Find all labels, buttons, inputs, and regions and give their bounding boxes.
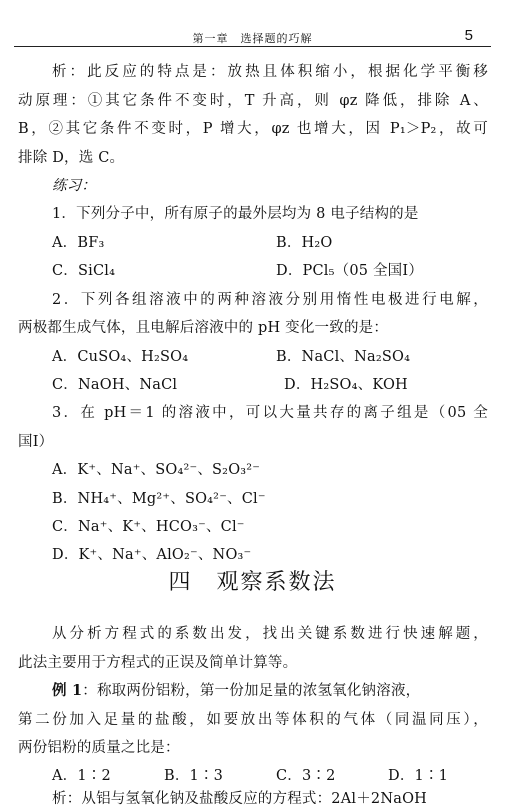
option-c: C．NaOH、NaCl [52,377,178,393]
option-d: D．H₂SO₄、KOH [284,377,408,393]
option-d: D．PCl₅（05 全国Ⅰ） [276,263,424,279]
option-c: C．Na⁺、K⁺、HCO₃⁻、Cl⁻ [52,519,245,535]
answer-options [52,230,488,256]
chapter-title: 第一章 选择题的巧解 [192,32,313,45]
analysis-line: B，②其它条件不变时，P 增大，φz 也增大，因 P₁＞P₂，故可 [18,121,488,137]
option-a: A．K⁺、Na⁺、SO₄²⁻、S₂O₃²⁻ [52,462,261,478]
option-a: A．CuSO₄、H₂SO₄ [52,349,189,365]
answer-options [52,258,488,284]
practice-label: 练习： [52,178,97,194]
analysis-line: 析：此反应的特点是：放热且体积缩小，根据化学平衡移 [52,64,488,80]
answer-options [52,344,488,370]
example-line: 两份铝粉的质量之比是： [18,740,180,756]
option-a: A．1∶2 [52,768,111,784]
question-stem: 国Ⅰ） [18,434,54,450]
question-stem: 两极都生成气体，且电解后溶液中的 pH 变化一致的是： [18,320,389,336]
analysis-line: 动原理：①其它条件不变时，T 升高，则 φz 降低，排除 A、 [18,93,488,109]
analysis-line: 排除 D，选 C。 [18,150,125,166]
analysis-line: 析：从铝与氢氧化钠及盐酸反应的方程式：2Al＋2NaOH [52,791,428,807]
running-header [14,22,491,47]
question-stem: 2．下列各组溶液中的两种溶液分别用惰性电极进行电解， [52,292,488,308]
option-b: B．1∶3 [164,768,224,784]
example-line: 第二份加入足量的盐酸，如要放出等体积的气体（同温同压）， [18,712,488,728]
question-stem: 1．下列分子中，所有原子的最外层均为 8 电子结构的是 [52,206,419,222]
option-b: B．NH₄⁺、Mg²⁺、SO₄²⁻、Cl⁻ [52,491,266,507]
page-number: 5 [464,27,473,44]
intro-line: 此法主要用于方程式的正误及简单计算等。 [18,655,298,671]
option-d: D．K⁺、Na⁺、AlO₂⁻、NO₃⁻ [52,547,252,563]
example-label: 例 1 [52,682,83,699]
example-line [52,678,488,704]
option-a: A．BF₃ [52,235,105,251]
question-stem: 3．在 pH＝1 的溶液中，可以大量共存的离子组是（05 全 [52,405,488,421]
option-b: B．NaCl、Na₂SO₄ [276,349,411,365]
intro-line: 从分析方程式的系数出发，找出关键系数进行快速解题， [52,626,488,642]
option-c: C．3∶2 [276,768,336,784]
option-b: B．H₂O [276,235,333,251]
option-c: C．SiCl₄ [52,263,116,279]
example-text: ：称取两份铝粉，第一份加足量的浓氢氧化钠溶液， [82,683,421,699]
option-d: D．1∶1 [388,768,449,784]
section-heading: 四 观察系数法 [168,570,337,595]
answer-options [52,372,488,398]
